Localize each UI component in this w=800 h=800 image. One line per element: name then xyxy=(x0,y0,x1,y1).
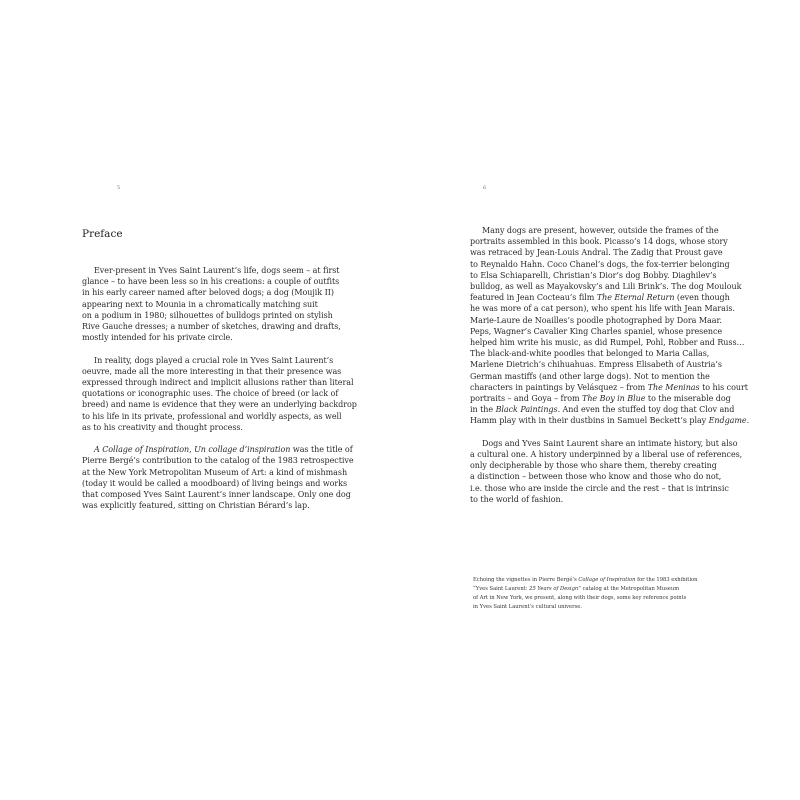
text-line: In reality, dogs played a crucial role in Yves Saint Laurent’s xyxy=(94,355,334,365)
text-fragment: (even though xyxy=(674,293,730,303)
text-line: a cultural one. A history underpinned by a liberal use of references, xyxy=(470,450,743,460)
text-line: a distinction – between those who know and those who do not, xyxy=(470,472,722,482)
text-line: Marie-Laure de Noailles’s poodle photographed by Dora Maar. xyxy=(470,315,722,325)
body-text xyxy=(470,225,770,516)
text-fragment: to the miserable dog xyxy=(645,394,731,404)
text-fragment: characters in paintings by Velásquez – from xyxy=(470,382,648,392)
text-fragment: featured in Jean Cocteau’s film xyxy=(470,293,597,303)
text-line: mostly intended for his private circle. xyxy=(82,333,233,343)
text-line: to Reynaldo Hahn. Coco Chanel’s dogs, the fox-terrier belonging xyxy=(470,259,730,269)
text-line: on a podium in 1980; silhouettes of bulldogs printed on stylish xyxy=(82,310,333,320)
text-line: to Elsa Schiaparelli, Christian’s Dior’s dog Bobby. Diaghilev’s xyxy=(470,270,717,280)
italic-title: Collage of Inspiration xyxy=(578,577,636,583)
text-line: i.e. those who are inside the circle and the rest – that is intrinsic xyxy=(470,483,729,493)
paragraph xyxy=(82,355,382,433)
text-line: breed) and name is evidence that they were an underlying backdrop xyxy=(82,400,357,410)
caption-line: of Art in New York, we present, along with their dogs, some key reference points xyxy=(473,595,687,601)
text-line: as to his creativity and thought process. xyxy=(82,422,243,432)
caption-line xyxy=(473,576,773,585)
text-line xyxy=(470,393,770,404)
caption-line: in Yves Saint Laurent’s cultural universe. xyxy=(473,604,582,610)
text-fragment: for the 1983 exhibition xyxy=(635,577,698,583)
text-fragment: . And even the stuffed toy dog that Clov and xyxy=(557,405,735,415)
page-number: 6 xyxy=(483,185,487,191)
text-line: Peps, Wagner’s Cavalier King Charles spaniel, whose presence xyxy=(470,326,723,336)
text-fragment: Echoing the vignettes in Pierre Bergé’s xyxy=(473,577,579,583)
text-fragment: to his court xyxy=(699,382,748,392)
text-line: to the world of fashion. xyxy=(470,494,564,504)
page-number: 5 xyxy=(117,185,121,191)
text-line: (today it would be called a moodboard) of living beings and works xyxy=(82,478,348,488)
italic-title: Endgame xyxy=(708,416,747,426)
text-line: that composed Yves Saint Laurent’s inner landscape. Only one dog xyxy=(82,490,351,500)
page-title: Preface xyxy=(82,228,123,240)
text-line: was retraced by Jean-Louis Andral. The Zadig that Proust gave xyxy=(470,248,723,258)
text-line: Marlene Dietrich’s chihuahuas. Empress Elisabeth of Austria’s xyxy=(470,360,722,370)
text-line: Dogs and Yves Saint Laurent share an intimate history, but also xyxy=(482,438,738,448)
text-fragment: ” catalog at the Metropolitan Museum xyxy=(578,586,680,592)
text-line: helped him write his music, as did Rumpel, Pohl, Robber and Russ… xyxy=(470,338,745,348)
italic-title: 25 Years of Design xyxy=(529,586,579,592)
text-line: to his life in its private, professional and worldly aspects, as well xyxy=(82,411,342,421)
text-line: portraits assembled in this book. Picasso’s 14 dogs, whose story xyxy=(470,237,728,247)
text-line xyxy=(470,415,770,426)
text-line: German mastiffs (and other large dogs). Not to mention the xyxy=(470,371,710,381)
text-line: bulldog, as well as Mayakovsky’s and Lili Brink’s. The dog Moulouk xyxy=(470,282,742,292)
text-line: glance – to have been less so in his creations: a couple of outfits xyxy=(82,277,340,287)
text-line: in his early career named after beloved dogs; a dog (Moujik II) xyxy=(82,288,334,298)
text-line xyxy=(470,382,770,393)
text-line: Many dogs are present, however, outside the frames of the xyxy=(482,226,719,235)
text-fragment: in the xyxy=(470,405,496,415)
italic-title: The Boy in Blue xyxy=(582,394,646,404)
paragraph xyxy=(82,265,382,343)
italic-title: A Collage of Inspiration, Un collage d’inspiration xyxy=(94,445,291,455)
text-fragment: was the title of xyxy=(290,445,353,455)
paragraph xyxy=(82,444,382,511)
text-line xyxy=(470,404,770,415)
text-line: Ever-present in Yves Saint Laurent’s life, dogs seem – at first xyxy=(94,266,340,275)
italic-title: The Eternal Return xyxy=(596,293,675,303)
text-line: The black-and-white poodles that belonged to Maria Callas, xyxy=(470,349,710,359)
text-fragment: “Yves Saint Laurent: xyxy=(473,586,530,592)
right-page xyxy=(400,0,800,800)
text-line xyxy=(82,444,382,455)
text-fragment: . xyxy=(746,416,750,426)
text-line: appearing next to Mounia in a chromatically matching suit xyxy=(82,299,318,309)
text-line: expressed through indirect and implicit allusions rather than literal xyxy=(82,378,354,388)
text-line xyxy=(470,292,770,303)
caption xyxy=(473,576,773,612)
text-line: quotations or iconographic uses. The choice of breed (or lack of xyxy=(82,389,339,399)
text-line: Rive Gauche dresses; a number of sketches, drawing and drafts, xyxy=(82,322,341,332)
preface-body xyxy=(82,265,382,523)
italic-title: Black Paintings xyxy=(495,405,558,415)
text-line: was explicitly featured, sitting on Christian Bérard’s lap. xyxy=(82,501,310,511)
italic-title: The Meninas xyxy=(647,382,700,392)
paragraph xyxy=(470,438,770,505)
paragraph xyxy=(470,225,770,427)
text-line: oeuvre, made all the more interesting in that their presence was xyxy=(82,366,342,376)
text-line: only decipherable by those who share them, thereby creating xyxy=(470,461,717,471)
text-fragment: Hamm play with in their dustbins in Samuel Beckett’s play xyxy=(470,416,709,426)
caption-line xyxy=(473,585,773,594)
text-line: he was more of a cat person), who spent his life with Jean Marais. xyxy=(470,304,735,314)
text-line: Pierre Bergé’s contribution to the catalog of the 1983 retrospective xyxy=(82,456,354,466)
text-fragment: portraits – and Goya – from xyxy=(470,394,583,404)
text-line: at the New York Metropolitan Museum of Art: a kind of mishmash xyxy=(82,467,348,477)
